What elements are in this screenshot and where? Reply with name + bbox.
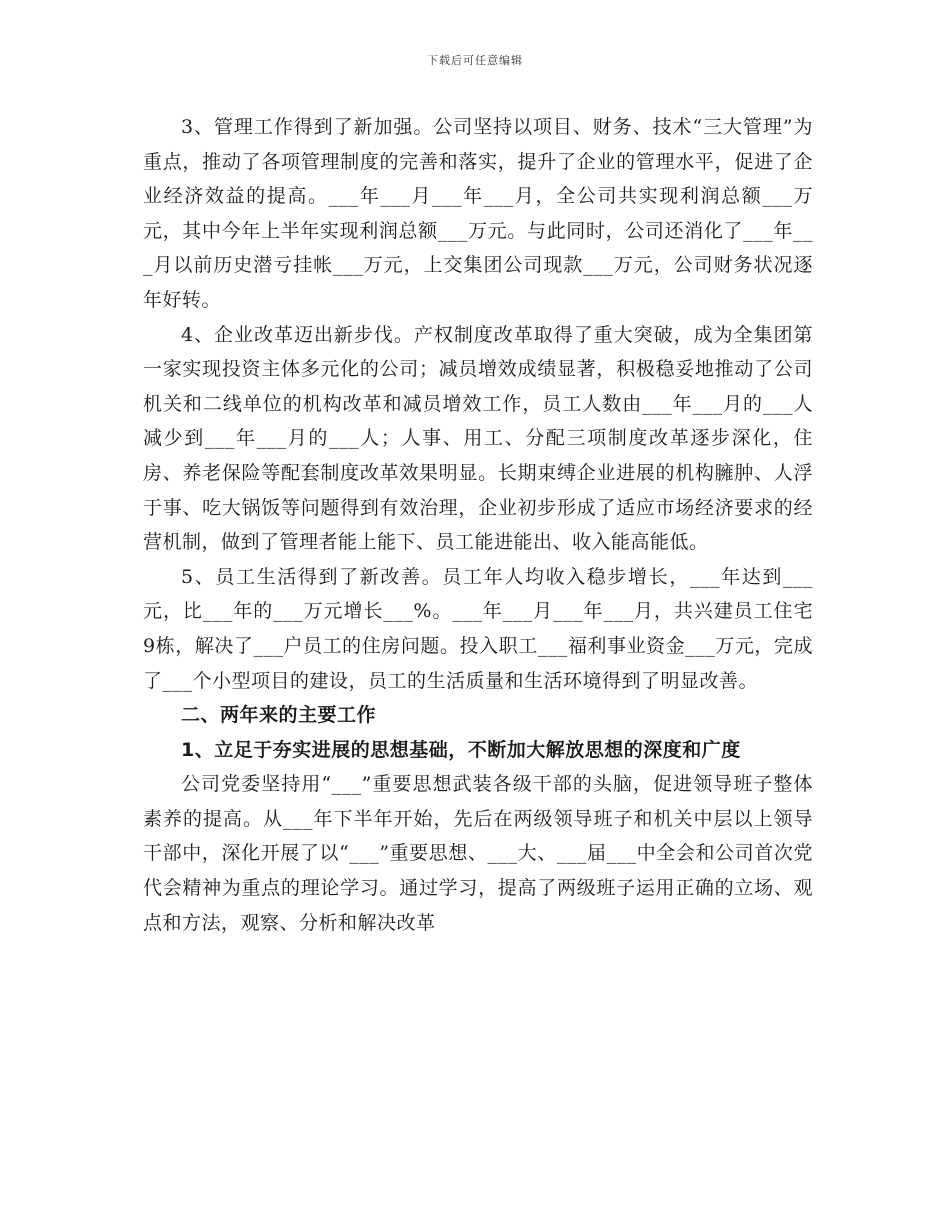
page-header: 下载后可任意编辑 xyxy=(427,54,523,67)
paragraph-management: 3、管理工作得到了新加强。公司坚持以项目、财务、技术“三大管理”为重点，推动了各项管理制度的完善和落实，提升了企业的管理水平，促进了企业经济效益的提高。___年___月___年___月，全公司共实现利润总额___万元，其中今年上半年实现利润总额___万元。与此同时，公司还消化了___年___月以前历史潜亏挂帐___万元，上交集团公司现款___万元，公司财务状况逐年好转。 xyxy=(143,116,813,311)
section-heading: 二、两年来的主要工作 xyxy=(181,704,377,727)
document-body xyxy=(143,110,813,940)
paragraph-reform: 4、企业改革迈出新步伐。产权制度改革取得了重大突破，成为全集团第一家实现投资主体多元化的公司；减员增效成绩显著，积极稳妥地推动了公司机关和二线单位的机构改革和减员增效工作，员工人数由___年___月的___人减少到___年___月的___人；人事、用工、分配三项制度改革逐步深化，住房、养老保险等配套制度改革效果明显。长期束缚企业进展的机构臃肿、人浮于事、吃大锅饭等问题得到有效治理，企业初步形成了适应市场经济要求的经营机制，做到了管理者能上能下、员工能进能出、收入能高能低。 xyxy=(143,323,813,554)
paragraph-theory-study: 公司党委坚持用“___”重要思想武装各级干部的头脑，促进领导班子整体素养的提高。从___年下半年开始，先后在两级领导班子和机关中层以上领导干部中，深化开展了以“___”重要思想、___大、___届___中全会和公司首次党代会精神为重点的理论学习。通过学习，提高了两级班子运用正确的立场、观点和方法，观察、分析和解决改革 xyxy=(143,773,813,934)
subsection-heading: 1、立足于夯实进展的思想基础，不断加大解放思想的深度和广度 xyxy=(181,738,741,761)
paragraph-employee-life: 5、员工生活得到了新改善。员工年人均收入稳步增长，___年达到___元，比___年的___万元增长___%。___年___月___年___月，共兴建员工住宅9栋，解决了___户员工的住房问题。投入职工___福利事业资金___万元，完成了___个小型项目的建设，员工的生活质量和生活环境得到了明显改善。 xyxy=(143,565,813,692)
